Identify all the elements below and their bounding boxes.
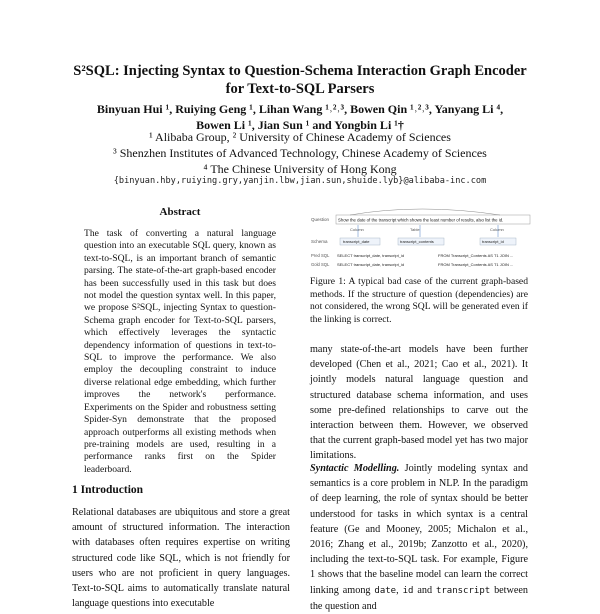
affiliation-1: ¹ Alibaba Group, ² University of Chinese Academy of Sciences bbox=[149, 130, 451, 144]
figure-1-caption: Figure 1: A typical bad case of the current graph-based methods. If the structure of question (dependencies) are not considered, the wrong SQL will be generated even if the linking is correct. bbox=[310, 276, 528, 325]
fig-dependency-arc bbox=[350, 209, 500, 215]
fig-schema-item-1: transcript_date bbox=[343, 239, 370, 244]
separator-1: , bbox=[396, 584, 403, 596]
syntactic-modelling-text-a: Jointly modeling syntax and semantics is a core problem in NLP. In the paradigm of deep learning, the role of syntax should be better understood for tasks in which syntax is a central feature (Ge and Mooney, 2005; Michalon et al., 2016; Zhang et al., 2019b; Zanzotto et al., 2020), including the text-to-SQL task. For example, Figure 1 shows that the baseline model can learn the correct linking among bbox=[310, 463, 529, 596]
title-line-2: for Text-to-SQL Parsers bbox=[225, 81, 375, 97]
fig-question-text: Show the date of the transcript which shows the least number of results, also list the id. bbox=[338, 217, 504, 223]
keyword-transcript: transcript bbox=[435, 585, 491, 596]
introduction-text: Relational databases are ubiquitous and store a great amount of structured information. The interaction with databases often requires expertise on writing structured code like SQL, which is not friendly for users who are not proficient in query languages. Text-to-SQL aims to automatically translate natural language questions into executable bbox=[72, 507, 290, 610]
keyword-id: id bbox=[402, 585, 414, 596]
syntactic-modelling-paragraph bbox=[310, 461, 528, 614]
author-emails: {binyuan.hby,ruiying.gry,yanjin.lbw,jian.sun,shuide.lyb}@alibaba-inc.com bbox=[113, 176, 487, 186]
syntactic-modelling-heading: Syntactic Modelling. bbox=[310, 463, 400, 474]
fig-pred-sql: SELECT transcript_date, transcript_id bbox=[337, 253, 405, 258]
authors-line-2: Bowen Li ¹, Jian Sun ¹ and Yongbin Li ¹† bbox=[196, 118, 404, 132]
introduction-heading: 1 Introduction bbox=[72, 484, 144, 496]
fig-gold-sql: SELECT transcript_date, transcript_id bbox=[337, 262, 405, 267]
separator-2: and bbox=[413, 584, 436, 596]
fig-gold-label: Gold SQL bbox=[311, 262, 330, 267]
abstract-text: The task of converting a natural language question into an executable SQL query, known as text-to-SQL, is an important branch of semantic parsing. The state-of-the-art graph-based encoder has been successfully used in this task but does not model the question syntax well. In this paper, we propose S²SQL, injecting Syntax to question-Schema graph encoder for Text-to-SQL parsers, which effectively leverages the syntactic dependency information of questions in text-to-SQL to improve the performance. We also employ the decoupling constraint to induce diverse relational edge embedding, which further improves the network's performance. Experiments on the Spider and robustness setting Spider-Syn demonstrate that the proposed approach outperforms all existing methods when pre-training models are used, resulting in a performance ranks first on the Spider leaderboard. bbox=[84, 228, 276, 475]
title-line-1: S²SQL: Injecting Syntax to Question-Schema Interaction Graph Encoder bbox=[73, 63, 527, 79]
abstract-heading: Abstract bbox=[159, 206, 201, 218]
fig-table-label: Table bbox=[410, 227, 420, 232]
affiliation-2: ³ Shenzhen Institutes of Advanced Technology, Chinese Academy of Sciences bbox=[113, 146, 487, 160]
affiliation-3: ⁴ The Chinese University of Hong Kong bbox=[203, 162, 397, 176]
affiliations bbox=[0, 129, 600, 177]
fig-column-label-1: Column bbox=[350, 227, 364, 232]
keyword-date: date bbox=[374, 585, 397, 596]
fig-column-label-2: Column bbox=[490, 227, 504, 232]
fig-schema-label: Schema bbox=[311, 239, 328, 244]
authors-line-1: Binyuan Hui ¹, Ruiying Geng ¹, Lihan Wang ¹˒²˒³, Bowen Qin ¹˒²˒³, Yanyang Li ⁴, bbox=[96, 102, 504, 116]
syntactic-modelling-text-b: between the question and bbox=[310, 584, 529, 612]
fig-pred-from: FROM Transcript_Contents AS T1 JOIN ... bbox=[438, 253, 514, 258]
fig-pred-label: Pred SQL bbox=[311, 253, 330, 258]
fig-schema-item-3: transcript_id bbox=[482, 239, 504, 244]
figure-1 bbox=[310, 205, 532, 271]
paper-title bbox=[0, 62, 600, 98]
right-column-paragraph-1: many state-of-the-art models have been further developed (Chen et al., 2021; Cao et al., 2021). It jointly models natural language question and structured database schema information, and uses some pre-defined relationships to carve out the interaction between them. However, we observed that the current graph-based model yet has two major limitations. bbox=[310, 344, 528, 462]
fig-gold-from: FROM Transcript_Contents AS T1 JOIN ... bbox=[438, 262, 514, 267]
fig-question-label: Question bbox=[311, 217, 330, 222]
fig-schema-item-2: transcript_contents bbox=[400, 239, 434, 244]
